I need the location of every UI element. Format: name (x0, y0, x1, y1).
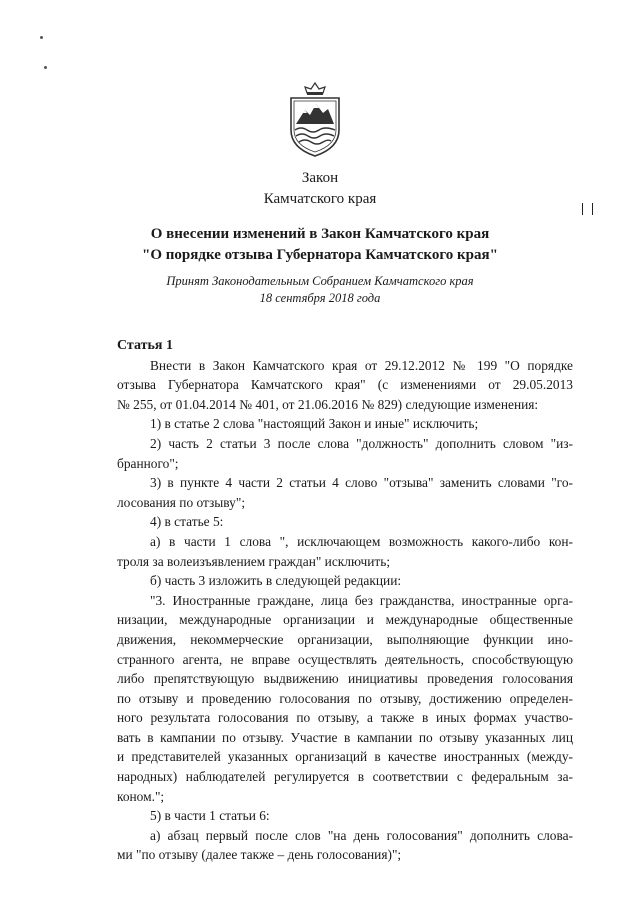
text-line: 3) в пункте 4 части 2 статьи 4 слово "отзыва" заменить словами "го- (150, 475, 573, 491)
text-line: лосования по отзыву"; (117, 494, 246, 510)
law-subject-line-1: О внесении изменений в Закон Камчатского края (150, 226, 490, 242)
text-line: отзыва Губернатора Камчатского края" (с изменениями от 29.05.2013 (117, 377, 573, 393)
text-line: ми "по отзыву (далее также – день голосования)"; (117, 847, 402, 863)
text-line: 5) в части 1 статьи 6: (150, 808, 270, 824)
text-line: по отзыву и проведению голосования по отзыву, достижению определен- (117, 690, 573, 706)
text-line: № 255, от 01.04.2014 № 401, от 21.06.2016 № 829) следующие изменения: (117, 396, 539, 412)
text-line: низации, международные организации и международные общественные (117, 612, 573, 628)
text-line: 1) в статье 2 слова "настоящий Закон и иные" исключить; (150, 416, 479, 432)
text-line: "3. Иностранные граждане, лица без гражданства, иностранные орга- (150, 592, 573, 608)
adoption-date: 18 сентября 2018 года (259, 291, 381, 305)
text-line: ного результата голосования по отзыву, а также в иных формах участво- (117, 710, 573, 726)
law-title-line: Закон (301, 170, 339, 186)
text-line: б) часть 3 изложить в следующей редакции: (150, 573, 402, 589)
article-body (117, 336, 573, 865)
text-line: 4) в статье 5: (150, 514, 224, 530)
text-line: коном."; (117, 788, 165, 804)
kamchatka-coat-of-arms-icon (285, 80, 345, 158)
text-line: либо препятствующую выдвижению инициативы проведения голосования (117, 671, 573, 687)
law-subject (60, 224, 580, 266)
law-title (60, 168, 580, 210)
text-line: и представителей указанных организаций в качестве иностранных (между- (117, 749, 573, 765)
margin-marks (580, 203, 596, 215)
text-line: 2) часть 2 статьи 3 после слова "должность" дополнить словом "из- (150, 435, 573, 451)
law-title-region: Камчатского края (263, 191, 377, 207)
article-text (117, 356, 573, 865)
article-heading: Статья 1 (117, 338, 173, 353)
text-line: бранного"; (117, 455, 179, 471)
text-line: а) в части 1 слова ", исключающем возможность какого-либо кон- (150, 533, 573, 549)
text-line: троля за волеизъявлением граждан" исключить; (117, 553, 391, 569)
text-line: странного агента, не вправе осуществлять деятельность, способствующую (117, 651, 573, 667)
scan-speck (44, 66, 47, 69)
scan-speck (40, 36, 43, 39)
text-line: движения, некоммерческие организации, выполняющие функции ино- (117, 631, 573, 647)
adoption-body: Принят Законодательным Собранием Камчатского края (166, 274, 474, 288)
text-line: а) абзац первый после слов "на день голосования" дополнить слова- (150, 827, 573, 843)
adoption-note (60, 273, 580, 307)
law-subject-line-2: "О порядке отзыва Губернатора Камчатского края" (142, 247, 498, 263)
text-line: Внести в Закон Камчатского края от 29.12.2012 № 199 "О порядке (150, 357, 573, 373)
text-line: вать в кампании по отзыву. Участие в кампании по отзыву указанных лиц (117, 729, 573, 745)
text-line: народных) наблюдателей регулируется в соответствии с федеральным за- (117, 769, 573, 785)
